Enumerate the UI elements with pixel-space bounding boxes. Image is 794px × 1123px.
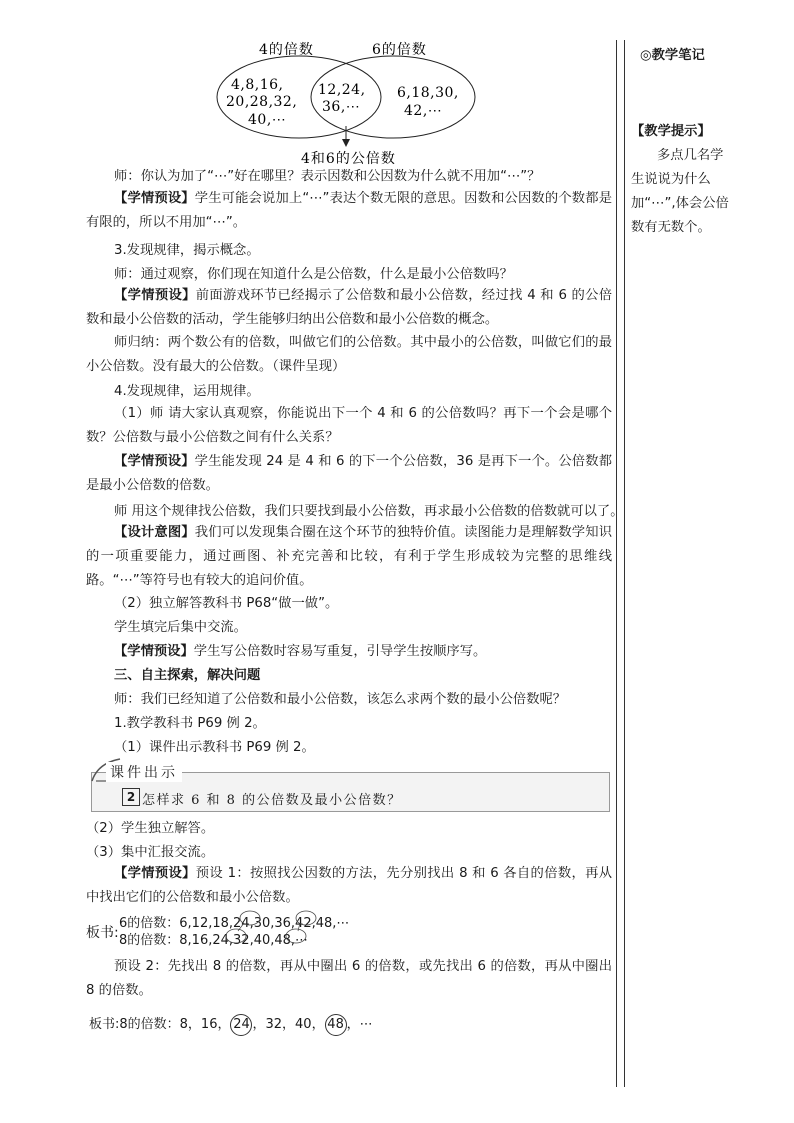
teaching-notes-title: ◎教学笔记: [640, 48, 705, 63]
venn-left-line1: 4,8,16,: [231, 77, 284, 93]
example-question: 怎样求 6 和 8 的公倍数及最小公倍数？: [142, 793, 402, 808]
circled-24: 24: [230, 1014, 252, 1036]
board-row-2: 板书:8的倍数：8，16， 24 ，32，40， 48 ，⋯: [89, 1013, 373, 1036]
para-11: 【设计意图】我们可以发现集合圈在这个环节的独特价值。读图能力是理解数学知识的一项重要能力，通过画图、补充完善和比较，有利于学生形成较为完整的思维线路。“⋯”等符号也有较大的追问价值。: [86, 525, 613, 588]
para-8: （1）师 请大家认真观察，你能说出下一个 4 和 6 的公倍数吗？再下一个会是哪个数？公倍数与最小公倍数之间有什么关系？: [86, 406, 612, 445]
para-21: 预设 2：先找出 8 的倍数，再从中圈出 6 的倍数，或先找出 6 的倍数，再从中圈出 8 的倍数。: [86, 959, 612, 998]
para-7: 4.发现规律，运用规律。: [114, 384, 260, 399]
tag-design-intent: 【设计意图】: [114, 525, 195, 540]
circled-48: 48: [325, 1014, 347, 1036]
venn-bottom-label: 4和6的公倍数: [301, 151, 396, 167]
para-10: 师 用这个规律找公倍数，我们只要找到最小公倍数，再求最小公倍数的倍数就可以了。: [114, 504, 624, 519]
para-14: 【学情预设】学生写公倍数时容易写重复，引导学生按顺序写。: [114, 644, 487, 659]
board-row-6-multiples: 6的倍数：6,12,18,24,30,36,42,48,⋯: [119, 916, 350, 931]
venn-right-line2: 42,⋯: [404, 103, 443, 119]
courseware-callout-title: 课件出示: [106, 762, 182, 782]
venn-left-title: 4的倍数: [259, 42, 314, 58]
venn-right-title: 6的倍数: [372, 42, 427, 58]
venn-arrow-head: [342, 139, 350, 147]
column-divider-left: [616, 40, 617, 1087]
para-20: 【学情预设】预设 1：按照找公因数的方法，先分别找出 8 和 6 各自的倍数，再从中找出它们的公倍数和最小公倍数。: [86, 866, 613, 905]
tag-learning-preview: 【学情预设】: [114, 866, 196, 881]
section-heading-3: 三、自主探索，解决问题: [114, 668, 261, 683]
para-3: 3.发现规律，揭示概念。: [114, 243, 260, 258]
tag-learning-preview: 【学情预设】: [114, 454, 195, 469]
tag-learning-preview: 【学情预设】: [114, 644, 194, 659]
para-15: 师：我们已经知道了公倍数和最小公倍数，该怎么求两个数的最小公倍数呢？: [114, 692, 567, 707]
para-18: （2）学生独立解答。: [86, 821, 215, 836]
tag-learning-preview: 【学情预设】: [114, 288, 196, 303]
para-13: 学生填完后集中交流。: [114, 620, 247, 635]
venn-left-line2: 20,28,32,: [226, 94, 298, 110]
para-4: 师：通过观察，你们现在知道什么是公倍数，什么是最小公倍数吗？: [114, 267, 513, 282]
venn-left-line3: 40,⋯: [248, 112, 287, 128]
tag-learning-preview: 【学情预设】: [114, 191, 195, 206]
para-19: （3）集中汇报交流。: [86, 845, 215, 860]
board-connector-lines: [210, 908, 410, 948]
teaching-tip-text: 多点几名学生说说为什么加“⋯”,体会公倍数有无数个。: [631, 148, 729, 235]
board-row-8-multiples: 8的倍数：8,16,24,32,40,48,⋯: [119, 933, 309, 948]
para-2: 【学情预设】学生可能会说加上“⋯”表达个数无限的意思。因数和公因数的个数都是有限的，所以不用加“⋯”。: [86, 191, 613, 230]
venn-mid-line1: 12,24,: [318, 82, 366, 98]
board-label-1: 板书:: [86, 925, 119, 941]
para-5: 【学情预设】前面游戏环节已经揭示了公倍数和最小公倍数，经过找 4 和 6 的公倍数和最小公倍数的活动，学生能够归纳出公倍数和最小公倍数的概念。: [86, 288, 613, 327]
example-number-badge: 2: [122, 788, 140, 806]
para-12: （2）独立解答教科书 P68“做一做”。: [114, 596, 339, 611]
para-9: 【学情预设】学生能发现 24 是 4 和 6 的下一个公倍数，36 是再下一个。公倍数都是最小公倍数的倍数。: [86, 454, 612, 493]
para-16: 1.教学教科书 P69 例 2。: [114, 716, 266, 731]
para-6: 师归纳：两个数公有的倍数，叫做它们的公倍数。其中最小的公倍数，叫做它们的最小公倍数。没有最大的公倍数。（课件呈现）: [86, 335, 612, 374]
para-17: （1）课件出示教科书 P69 例 2。: [114, 740, 315, 755]
column-divider-right: [624, 40, 625, 1087]
para-1: 师：你认为加了“⋯”好在哪里？表示因数和公因数为什么就不用加“⋯”？: [114, 169, 541, 184]
venn-right-line1: 6,18,30,: [397, 85, 459, 101]
teaching-tip-title: 【教学提示】: [631, 124, 711, 139]
venn-mid-line2: 36,⋯: [322, 99, 361, 115]
